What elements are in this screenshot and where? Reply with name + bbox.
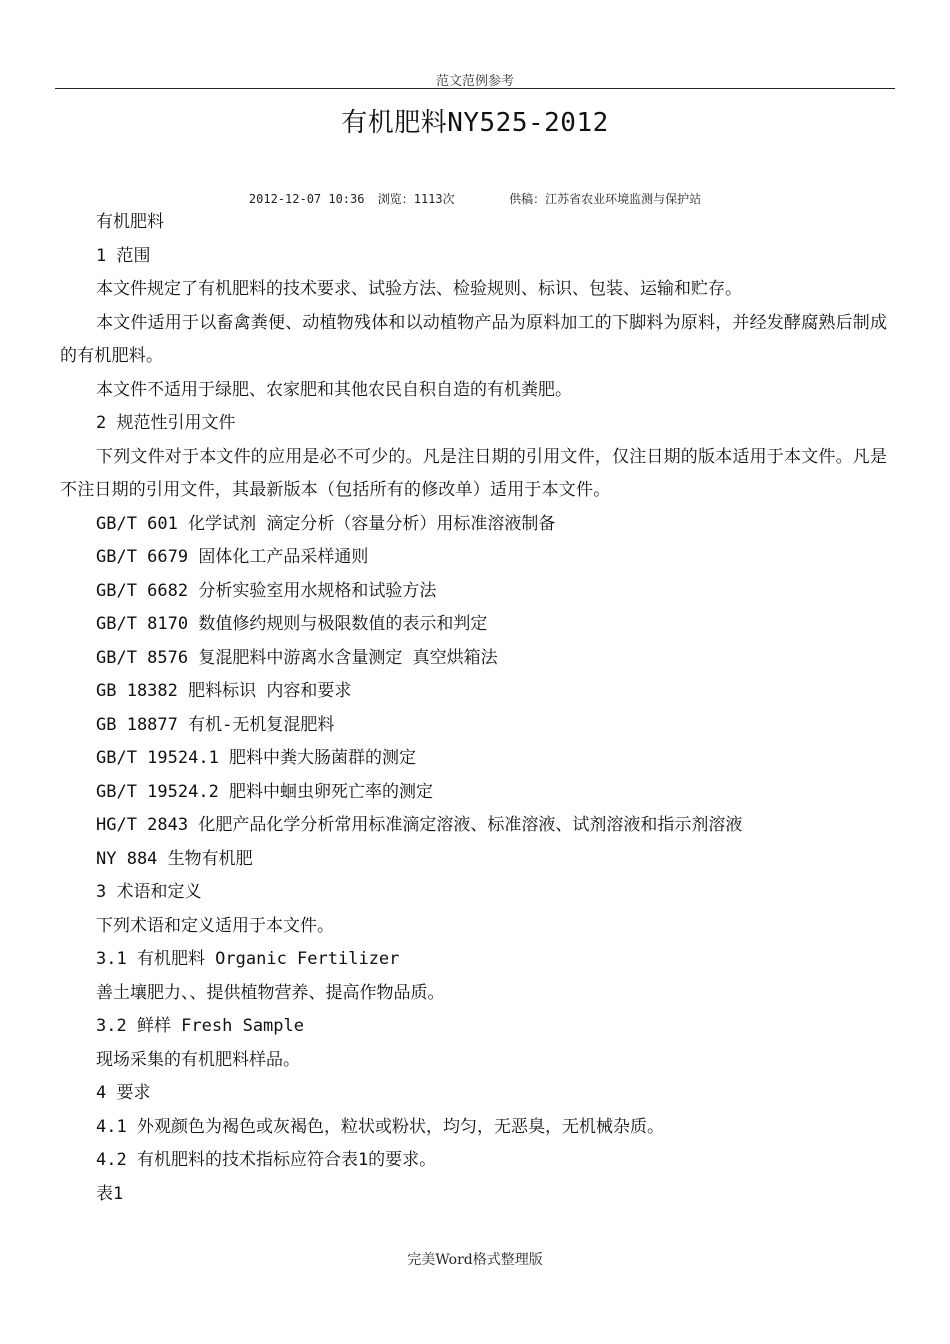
paragraph: 4.1 外观颜色为褐色或灰褐色，粒状或粉状，均匀，无恶臭，无机械杂质。 — [96, 1116, 664, 1137]
page-footer: 完美Word格式整理版 — [407, 1252, 543, 1268]
meta-views: 浏览：1113次 — [377, 192, 455, 206]
table-caption: 表1 — [96, 1183, 124, 1204]
reference-item: GB/T 19524.2 肥料中蛔虫卵死亡率的测定 — [96, 781, 434, 802]
document-meta — [0, 190, 950, 207]
reference-item: GB/T 8576 复混肥料中游离水含量测定 真空烘箱法 — [96, 647, 498, 668]
document-title: 有机肥料NY525-2012 — [341, 108, 609, 138]
reference-item: GB/T 6682 分析实验室用水规格和试验方法 — [96, 580, 437, 601]
document-body — [60, 206, 900, 1211]
reference-item: NY 884 生物有机肥 — [96, 848, 253, 869]
reference-item: GB/T 6679 固体化工产品采样通则 — [96, 547, 369, 567]
paragraph: 下列文件对于本文件的应用是必不可少的。凡是注日期的引用文件，仅注日期的版本适用于本文件。凡是不注日期的引用文件，其最新版本（包括所有的修改单）适用于本文件。 — [60, 446, 888, 500]
paragraph: 下列术语和定义适用于本文件。 — [96, 915, 334, 936]
reference-item: HG/T 2843 化肥产品化学分析常用标准滴定溶液、标准溶液、试剂溶液和指示剂溶液 — [96, 815, 743, 835]
paragraph: 本文件不适用于绿肥、农家肥和其他农民自积自造的有机粪肥。 — [96, 379, 572, 400]
term-heading: 3.2 鲜样 Fresh Sample — [96, 1016, 304, 1036]
page-header: 范文范例参考 — [435, 74, 514, 89]
meta-datetime: 2012-12-07 10:36 — [248, 192, 365, 206]
paragraph: 本文件规定了有机肥料的技术要求、试验方法、检验规则、标识、包装、运输和贮存。 — [96, 279, 742, 299]
paragraph: 本文件适用于以畜禽粪便、动植物残体和以动植物产品为原料加工的下脚料为原料，并经发酵腐熟后制成的有机肥料。 — [60, 312, 888, 366]
term-heading: 3.1 有机肥料 Organic Fertilizer — [96, 949, 400, 969]
section-label: 有机肥料 — [96, 212, 164, 232]
reference-item: GB/T 8170 数值修约规则与极限数值的表示和判定 — [96, 614, 488, 634]
reference-item: GB 18382 肥料标识 内容和要求 — [96, 681, 352, 701]
heading-3: 3 术语和定义 — [96, 882, 202, 902]
meta-source: 供稿：江苏省农业环境监测与保护站 — [509, 192, 702, 206]
reference-item: GB/T 19524.1 肥料中粪大肠菌群的测定 — [96, 748, 417, 768]
reference-item: GB 18877 有机-无机复混肥料 — [96, 714, 335, 735]
reference-item: GB/T 601 化学试剂 滴定分析（容量分析）用标准溶液制备 — [96, 513, 556, 534]
heading-1: 1 范围 — [96, 245, 151, 266]
term-definition: 善土壤肥力、、提供植物营养、提高作物品质。 — [96, 982, 445, 1003]
term-definition: 现场采集的有机肥料样品。 — [96, 1049, 300, 1070]
header-rule — [55, 88, 895, 89]
heading-2: 2 规范性引用文件 — [96, 413, 236, 433]
paragraph: 4.2 有机肥料的技术指标应符合表1的要求。 — [96, 1150, 437, 1170]
heading-4: 4 要求 — [96, 1083, 151, 1103]
